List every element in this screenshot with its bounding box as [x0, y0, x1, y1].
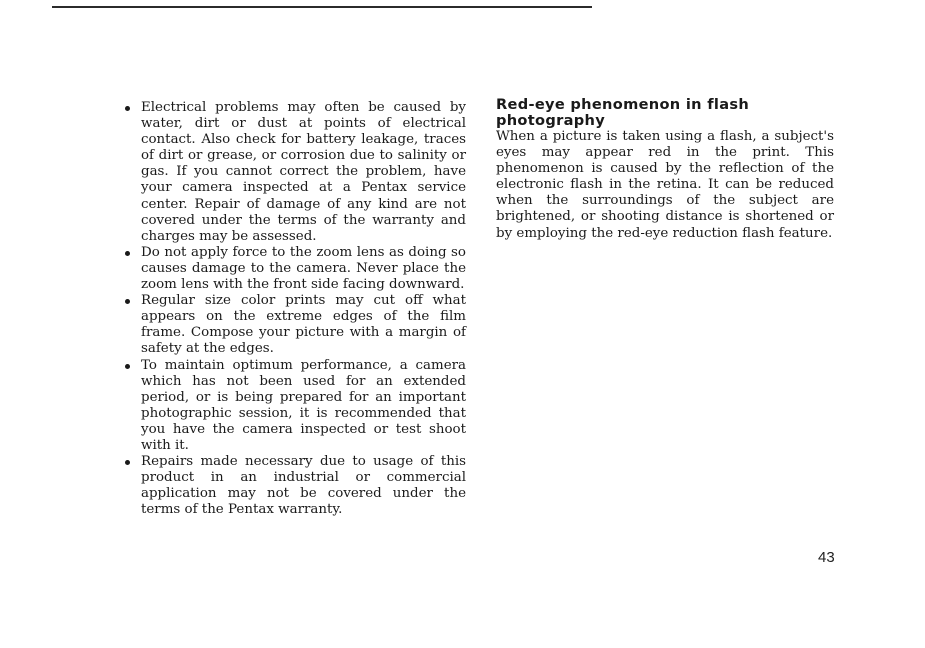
bullet-item-performance — [122, 358, 466, 455]
right-column — [496, 97, 834, 242]
bullet-icon — [125, 364, 130, 369]
bullet-item-prints — [122, 293, 466, 357]
top-rule — [52, 6, 592, 8]
page-number: 43 — [818, 549, 835, 566]
bullet-icon — [125, 106, 130, 111]
bullet-icon — [125, 299, 130, 304]
bullet-text: To maintain optimum performance, a camera which has not been used for an extended period, or is being prepared for an important photographic session, it is recommended that you have the camera inspected or test shoot with it. — [141, 357, 466, 453]
bullet-item-electrical — [122, 100, 466, 245]
bullet-text: Do not apply force to the zoom lens as doing so causes damage to the camera. Never place the zoom lens with the front side facing downward. — [141, 244, 466, 293]
precautions-list — [122, 100, 466, 518]
left-column — [122, 100, 466, 518]
bullet-item-zoom-lens — [122, 245, 466, 293]
bullet-text: Electrical problems may often be caused by water, dirt or dust at points of electrical contact. Also check for battery leakage, traces of dirt or grease, or corrosion due to salinity or gas. If you cannot correct the problem, have your camera inspected at a Pentax service center. Repair of damage of any kind are not covered under the terms of the warranty and charges may be assessed. — [141, 100, 466, 244]
bullet-text: Repairs made necessary due to usage of this product in an industrial or commercial application may not be covered under the terms of the Pentax warranty. — [141, 454, 466, 518]
bullet-icon — [125, 460, 130, 465]
section-heading: Red-eye phenomenon in flash photography — [496, 96, 750, 129]
bullet-icon — [125, 251, 130, 256]
section-body: When a picture is taken using a flash, a subject's eyes may appear red in the print. This phenomenon is caused by the reflection of the electronic flash in the retina. It can be reduced when the surroundings of the subject are brightened, or shooting distance is shortened or by employing the red-eye reduction flash feature. — [496, 129, 834, 241]
bullet-item-repairs — [122, 454, 466, 518]
bullet-text: Regular size color prints may cut off what appears on the extreme edges of the film frame. Compose your picture with a margin of safety at the edges. — [141, 293, 466, 357]
